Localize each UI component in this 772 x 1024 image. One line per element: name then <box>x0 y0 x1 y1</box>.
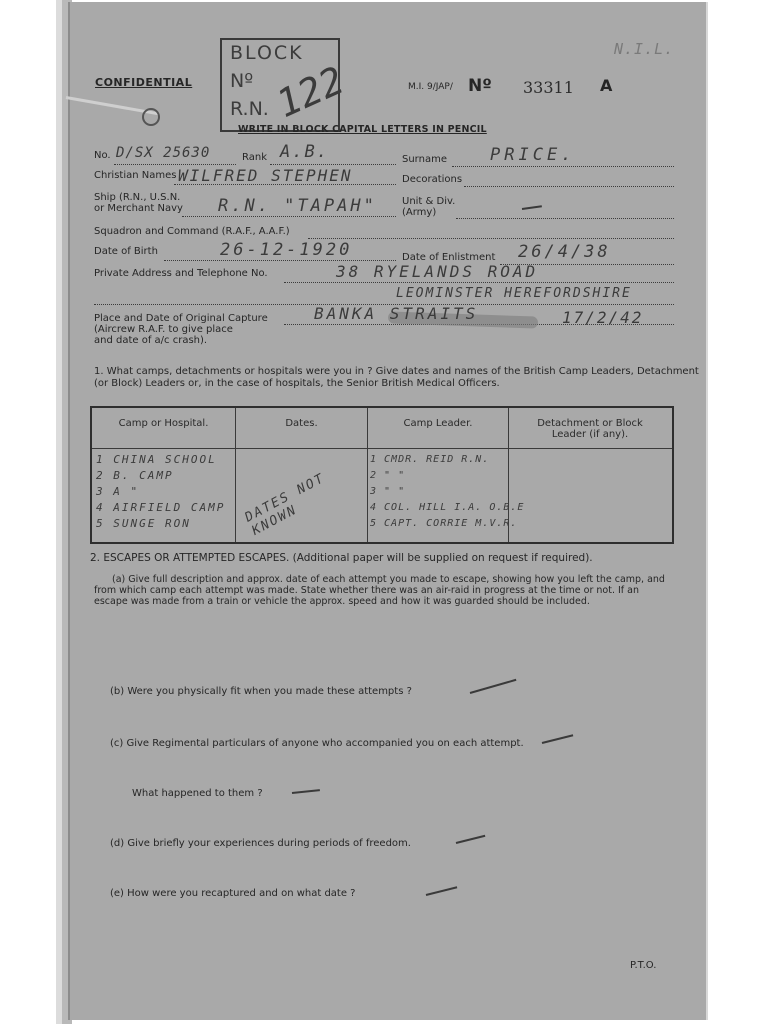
question-2a-line3: escape was made from a train or vehicle the approx. speed and how it was guarded should be included. <box>94 596 590 607</box>
squadron-label: Squadron and Command (R.A.F., A.A.F.) <box>94 226 290 237</box>
dates-note: DATES NOT KNOWN <box>242 470 328 539</box>
question-2c: (c) Give Regimental particulars of anyone who accompanied you on each attempt. <box>110 738 524 749</box>
unit-label-line1: Unit & Div. <box>402 196 456 207</box>
surname-value: PRICE. <box>490 145 576 165</box>
answer-2c-followup-dash <box>292 789 320 794</box>
dob-line <box>164 260 396 261</box>
capture-label-line2: (Aircrew R.A.F. to give place <box>94 324 233 335</box>
decorations-label: Decorations <box>402 174 463 185</box>
surname-label: Surname <box>402 154 447 165</box>
leader-row-2: 2 " " <box>370 470 406 481</box>
camp-table <box>90 406 674 544</box>
question-1 <box>94 366 699 390</box>
question-2a-line2: from which camp each attempt was made. State whether there was an air-raid in progress at the time or not. If an <box>94 585 640 596</box>
answer-2c-dash <box>542 734 574 744</box>
camp-list <box>96 452 225 532</box>
pto-label: P.T.O. <box>630 960 657 971</box>
enlistment-value: 26/4/38 <box>518 242 611 262</box>
ref-number: 33311 <box>523 78 574 97</box>
christian-names-value: WILFRED STEPHEN <box>178 166 353 185</box>
capture-place: BANKA STRAITS <box>314 304 479 323</box>
question-1-line2: (or Block) Leaders or, in the case of hospitals, the Senior British Medical Officers. <box>94 378 500 389</box>
ship-label-line2: or Merchant Navy <box>94 203 183 214</box>
rank-line <box>270 164 396 165</box>
answer-2d-dash <box>456 835 486 844</box>
leader-row-1: 1 CMDR. REID R.N. <box>370 454 490 465</box>
christian-names-label: Christian Names <box>94 170 177 181</box>
no-value: D/SX 25630 <box>116 145 211 161</box>
address-value-line1: 38 RYELANDS ROAD <box>336 262 539 281</box>
camp-row-5: 5 SUNGE RON <box>96 517 191 530</box>
ref-suffix: A <box>600 76 613 95</box>
unit-dash <box>522 205 542 210</box>
question-2e: (e) How were you recaptured and on what date ? <box>110 888 356 899</box>
leader-row-3: 3 " " <box>370 486 406 497</box>
camp-row-4: 4 AIRFIELD CAMP <box>96 501 226 514</box>
ship-line <box>182 216 396 217</box>
header-divider <box>92 448 672 449</box>
table-header-detachment: Detachment or Block Leader (if any). <box>537 418 643 440</box>
question-2c-followup: What happened to them ? <box>132 788 263 799</box>
stamp-rn: R.N. <box>230 98 269 120</box>
unit-label <box>402 196 455 218</box>
ship-label-line1: Ship (R.N., U.S.N. <box>94 192 181 203</box>
table-header-dates: Dates. <box>285 418 318 429</box>
leader-row-4: 4 COL. HILL I.A. O.B.E <box>370 502 525 513</box>
address-value-line2: LEOMINSTER HEREFORDSHIRE <box>396 286 632 301</box>
table-header-camp: Camp or Hospital. <box>118 418 209 429</box>
capture-label-line1: Place and Date of Original Capture <box>94 313 268 324</box>
decorations-line <box>464 186 674 187</box>
unit-label-line2: (Army) <box>402 207 437 218</box>
answer-2b-dash <box>470 679 517 694</box>
document-page <box>70 2 706 1020</box>
stamp-handwritten-number: 122 <box>270 57 351 127</box>
question-1-line1: 1. What camps, detachments or hospitals were you in ? Give dates and names of the British Camp Leaders, Detachment <box>94 366 699 377</box>
capture-date: 17/2/42 <box>562 308 644 327</box>
question-2-heading: 2. ESCAPES OR ATTEMPTED ESCAPES. (Additional paper will be supplied on request if required). <box>90 552 593 564</box>
rank-value: A.B. <box>280 142 329 162</box>
capture-label <box>94 313 268 346</box>
dob-label: Date of Birth <box>94 246 158 257</box>
corner-note: N.I.L. <box>614 40 675 58</box>
address-line1 <box>284 282 674 283</box>
enlistment-label: Date of Enlistment <box>402 252 496 263</box>
camp-row-3: 3 A " <box>96 485 140 498</box>
squadron-line <box>308 238 674 239</box>
question-2a <box>94 574 665 607</box>
confidential-label: CONFIDENTIAL <box>95 76 193 89</box>
leader-list <box>370 452 524 532</box>
block-stamp <box>220 38 351 132</box>
ship-label <box>94 192 183 214</box>
ship-value: R.N. "TAPAH" <box>218 196 377 216</box>
binding-ring <box>142 108 160 126</box>
camp-row-2: 2 B. CAMP <box>96 469 174 482</box>
ref-no-label: Nº <box>468 76 492 96</box>
address-label: Private Address and Telephone No. <box>94 268 268 279</box>
capture-label-line3: and date of a/c crash). <box>94 335 208 346</box>
camp-row-1: 1 CHINA SCHOOL <box>96 453 217 466</box>
no-label: No. <box>94 150 111 161</box>
stamp-no: Nº <box>230 70 254 92</box>
rank-label: Rank <box>242 152 267 163</box>
dob-value: 26-12-1920 <box>220 240 353 260</box>
ref-prefix: M.I. 9/JAP/ <box>408 82 453 92</box>
question-2a-line1: (a) Give full description and approx. date of each attempt you made to escape, showing how you left the camp, and <box>112 574 665 585</box>
no-line <box>114 164 236 165</box>
answer-2e-dash <box>426 886 458 896</box>
question-2b: (b) Were you physically fit when you made these attempts ? <box>110 686 412 697</box>
instruction-text: WRITE IN BLOCK CAPITAL LETTERS IN PENCIL <box>238 124 487 135</box>
table-header-leader: Camp Leader. <box>403 418 473 429</box>
surname-line <box>452 166 674 167</box>
question-2d: (d) Give briefly your experiences during periods of freedom. <box>110 838 411 849</box>
leader-row-5: 5 CAPT. CORRIE M.V.R. <box>370 518 518 529</box>
stamp-block: BLOCK <box>230 42 304 64</box>
unit-line <box>456 218 674 219</box>
